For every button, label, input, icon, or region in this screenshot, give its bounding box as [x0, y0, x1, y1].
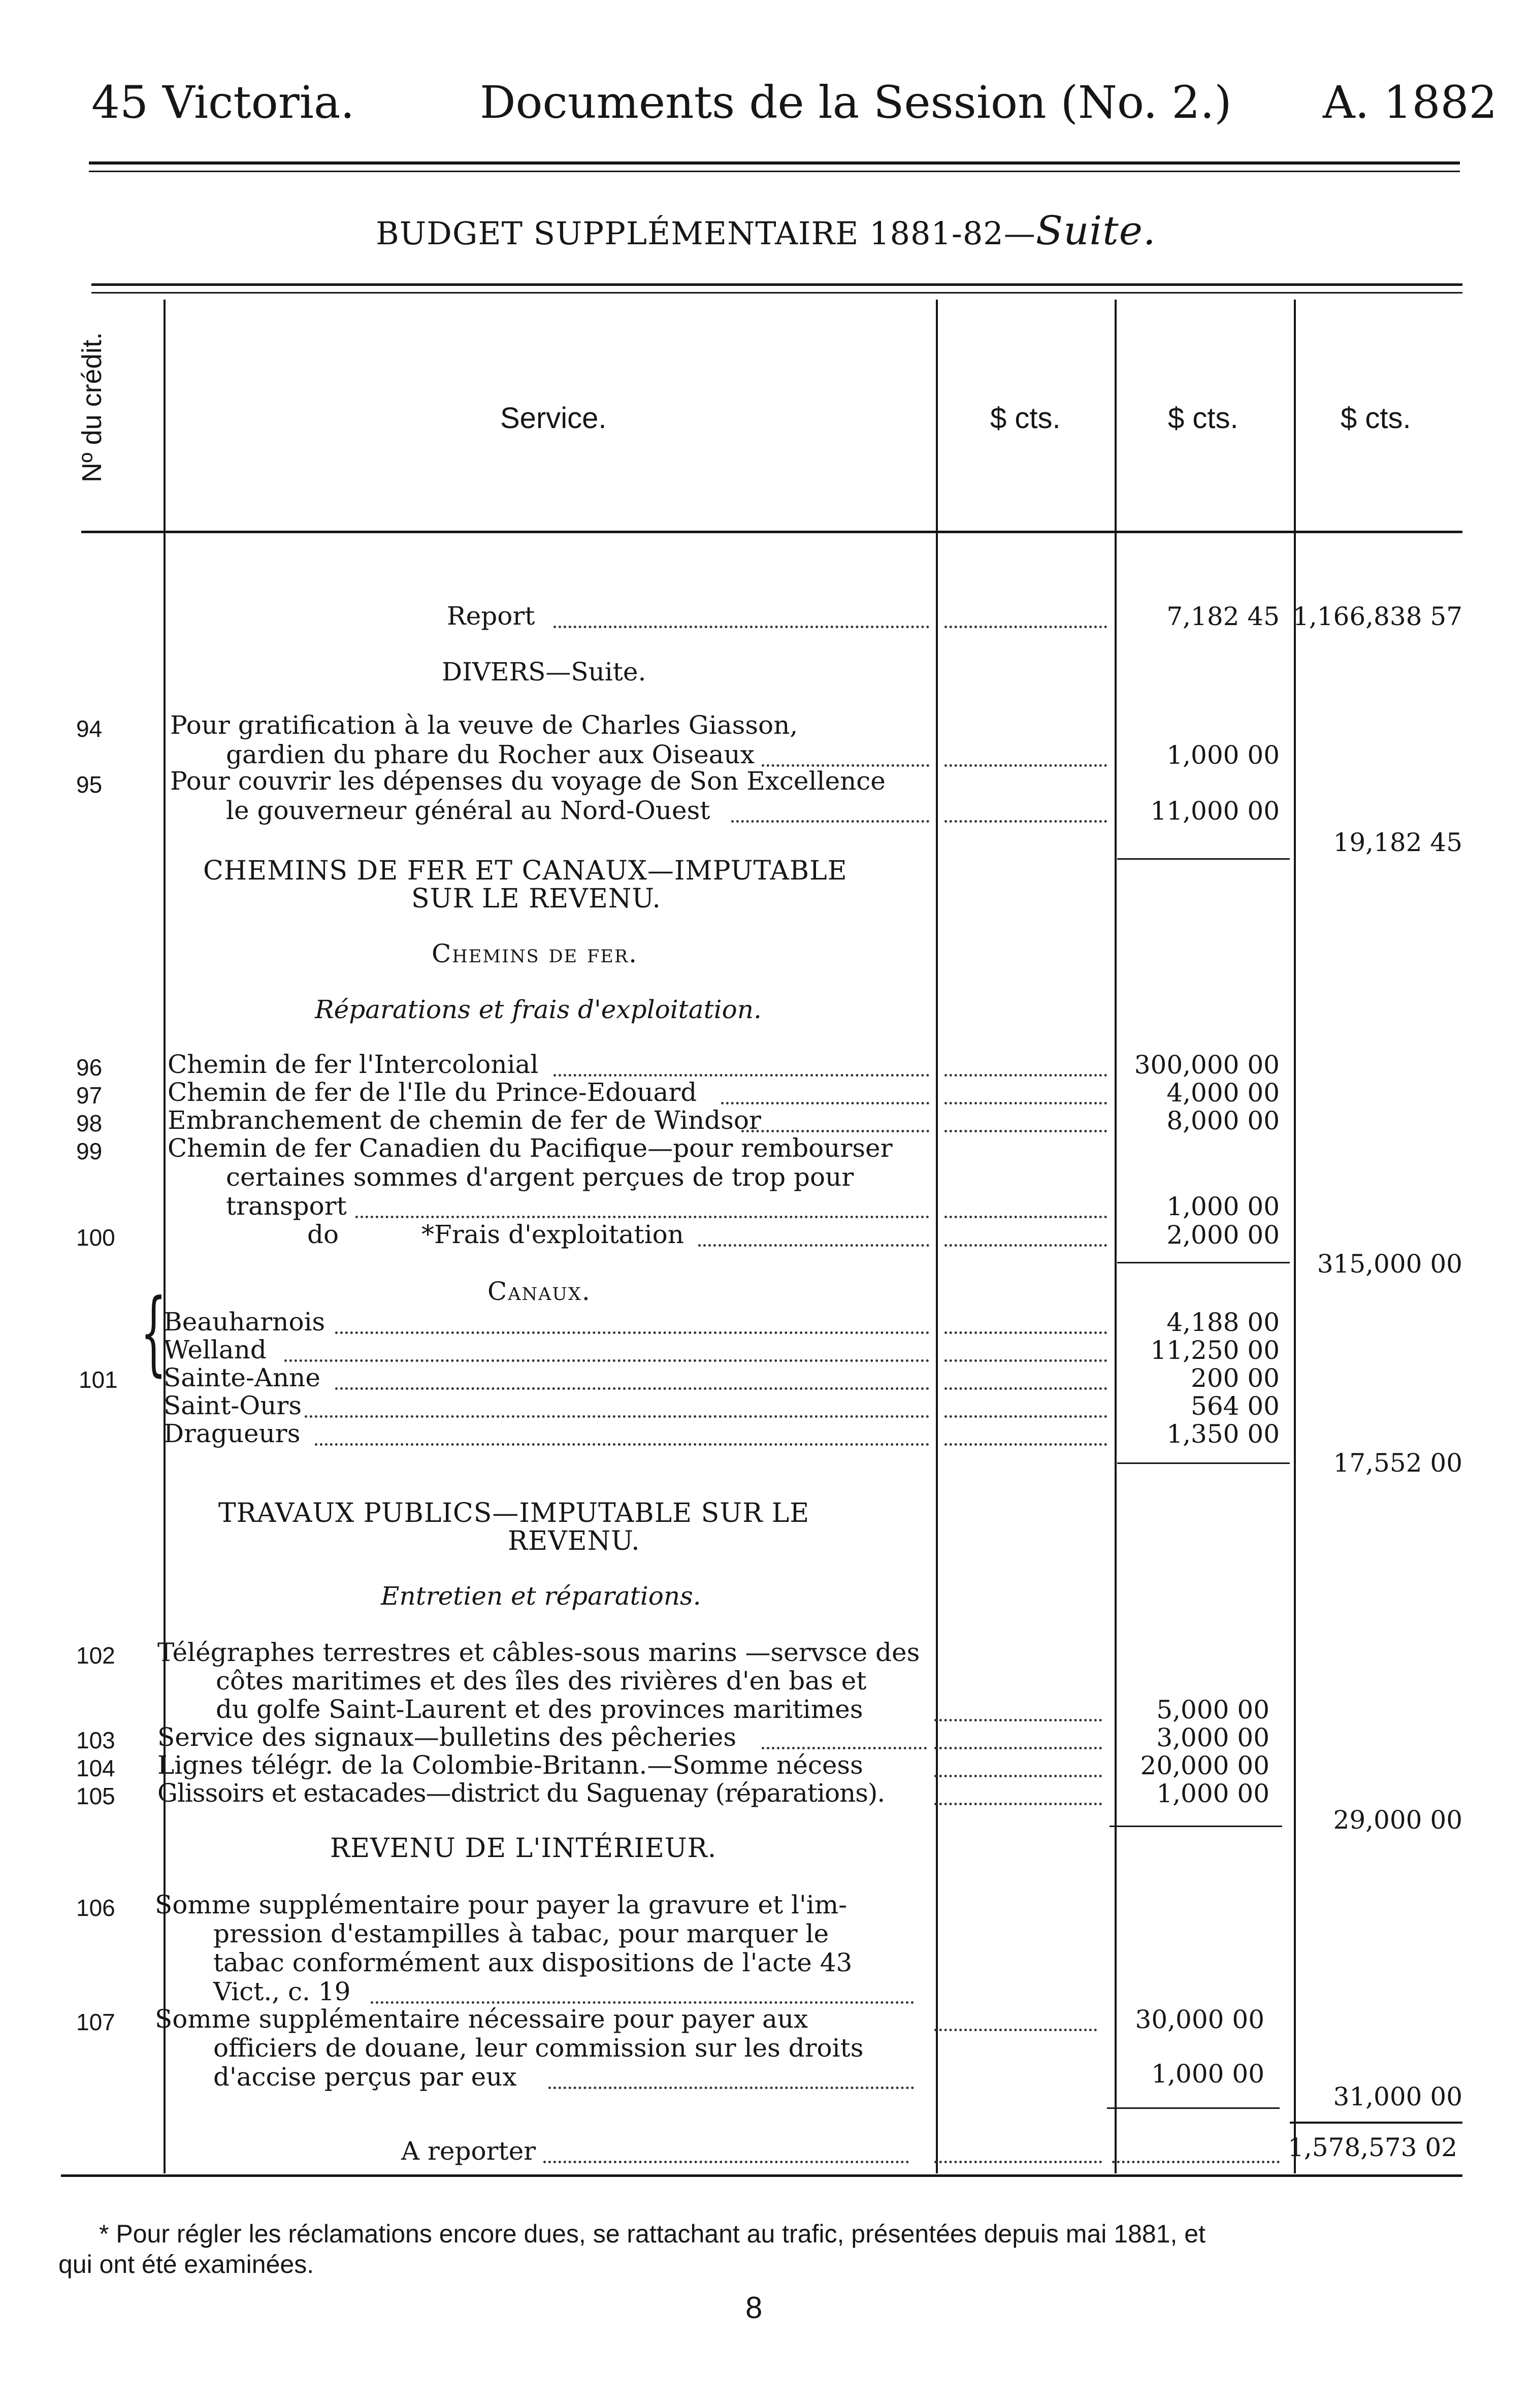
leader-dots — [315, 1443, 929, 1446]
item-107-line1: Somme supplémentaire nécessaire pour payer aux — [155, 2004, 808, 2034]
carry-forward-label: A reporter — [401, 2136, 536, 2166]
leader-dots — [934, 1775, 1102, 1777]
section-divers: DIVERS—Suite. — [442, 657, 646, 687]
canal-beauharnois-amount: 4,188 00 — [1166, 1308, 1280, 1337]
footnote-line2: qui ont été examinées. — [58, 2250, 314, 2279]
leader-dots — [762, 1747, 927, 1749]
leader-dots — [335, 1331, 929, 1334]
item-105-line1: Glissoirs et estacades—district du Saguenay (réparations). — [157, 1778, 885, 1808]
leader-dots — [944, 820, 1107, 823]
column-divider-col1 — [936, 300, 938, 2173]
grand-total-rule — [1290, 2122, 1462, 2124]
item-95-line1: Pour couvrir les dépenses du voyage de Son Excellence — [170, 766, 886, 796]
canal-saint-ours: Saint-Ours — [164, 1391, 302, 1420]
column-header-dollars-1: $ cts. — [990, 402, 1061, 435]
item-99-line1: Chemin de fer Canadien du Pacifique—pour rembourser — [168, 1133, 893, 1163]
leader-dots — [934, 2029, 1097, 2031]
item-105-col2: 1,000 00 — [1156, 1779, 1269, 1808]
credit-no-99: 99 — [76, 1138, 103, 1164]
header-document-title: Documents de la Session (No. 2.) — [480, 76, 1232, 128]
leader-dots — [741, 1130, 929, 1132]
leader-dots — [305, 1415, 929, 1418]
report-label: Report — [447, 601, 535, 631]
report-col2: 7,182 45 — [1166, 602, 1280, 631]
item-106-line2: pression d'estampilles à tabac, pour marquer le — [213, 1919, 829, 1948]
item-99-col2: 1,000 00 — [1166, 1192, 1280, 1221]
leader-dots — [944, 764, 1107, 767]
credit-no-103: 103 — [76, 1727, 115, 1753]
column-divider-col3 — [1294, 300, 1296, 2173]
credit-no-98: 98 — [76, 1110, 103, 1136]
leader-dots — [934, 1747, 1102, 1749]
leader-dots — [944, 1331, 1107, 1334]
leader-dots — [548, 2087, 914, 2089]
credit-no-96: 96 — [76, 1054, 103, 1081]
canal-saint-ours-amount: 564 00 — [1191, 1391, 1280, 1421]
item-94-col2: 1,000 00 — [1166, 740, 1280, 770]
total-chemins: 315,000 00 — [1317, 1249, 1462, 1279]
title-rule-thick — [91, 283, 1462, 286]
item-97-line1: Chemin de fer de l'Ile du Prince-Edouard — [168, 1078, 697, 1107]
item-107-line3: d'accise perçus par eux — [213, 2062, 517, 2092]
subsection-entretien: Entretien et réparations. — [381, 1581, 701, 1611]
item-106-line4: Vict., c. 19 — [213, 1977, 351, 2006]
item-102-col2: 5,000 00 — [1156, 1695, 1269, 1724]
column-header-rule — [81, 531, 1462, 533]
subtotal-rule — [1117, 1462, 1290, 1464]
item-100-line1: *Frais d'exploitation — [421, 1220, 684, 1249]
item-104-col2: 20,000 00 — [1140, 1751, 1269, 1780]
leader-dots — [721, 1102, 929, 1104]
subtotal-rule — [1117, 1262, 1290, 1263]
title-rule-thin — [91, 292, 1462, 294]
report-col3: 1,166,838 57 — [1293, 602, 1462, 631]
header-year: A. 1882 — [1323, 76, 1497, 128]
item-96-col2: 300,000 00 — [1134, 1050, 1280, 1080]
total-canaux: 17,552 00 — [1333, 1448, 1462, 1478]
subsection-reparations: Réparations et frais d'exploitation. — [315, 995, 762, 1024]
leader-dots — [731, 820, 929, 823]
leader-dots — [944, 1387, 1107, 1390]
item-102-line1: Télégraphes terrestres et câbles-sous marins —servsce des — [157, 1638, 920, 1667]
column-header-dollars-2: $ cts. — [1168, 402, 1238, 435]
section-revenu-interieur: REVENU DE L'INTÉRIEUR. — [330, 1833, 717, 1864]
leader-dots — [944, 1216, 1107, 1218]
credit-no-101: 101 — [79, 1366, 118, 1393]
leader-dots — [371, 2001, 914, 2004]
leader-dots — [553, 626, 929, 628]
item-95-line2: le gouverneur général au Nord-Ouest — [226, 796, 710, 825]
total-divers: 19,182 45 — [1333, 828, 1462, 857]
table-bottom-rule — [61, 2174, 1462, 2177]
item-106-line1: Somme supplémentaire pour payer la gravure et l'im- — [155, 1890, 848, 1919]
item-102-line3: du golfe Saint-Laurent et des provinces maritimes — [216, 1695, 863, 1724]
credit-no-102: 102 — [76, 1642, 115, 1669]
leader-dots — [934, 1719, 1102, 1721]
item-94-line2: gardien du phare du Rocher aux Oiseaux — [226, 740, 755, 769]
item-99-line3: transport — [226, 1191, 347, 1221]
total-revenu: 31,000 00 — [1333, 2082, 1462, 2111]
leader-dots — [284, 1359, 929, 1362]
item-100-col2: 2,000 00 — [1166, 1220, 1280, 1250]
item-95-col2: 11,000 00 — [1150, 796, 1280, 826]
section-chemins-canaux: CHEMINS DE FER ET CANAUX—IMPUTABLE — [203, 856, 848, 886]
canal-welland-amount: 11,250 00 — [1150, 1336, 1280, 1365]
grouping-brace: { — [140, 1280, 167, 1386]
leader-dots — [944, 1443, 1107, 1446]
leader-dots — [944, 1130, 1107, 1132]
canal-dragueurs: Dragueurs — [164, 1419, 301, 1448]
item-98-col2: 8,000 00 — [1166, 1106, 1280, 1135]
leader-dots — [944, 626, 1107, 628]
leader-dots — [698, 1244, 929, 1247]
leader-dots — [543, 2161, 909, 2163]
page-number: 8 — [745, 2291, 763, 2325]
subsection-chemins-de-fer: Chemins de fer. — [432, 939, 638, 968]
leader-dots — [335, 1387, 929, 1390]
canal-sainte-anne: Sainte-Anne — [164, 1363, 320, 1392]
credit-no-97: 97 — [76, 1082, 103, 1109]
leader-dots — [944, 1359, 1107, 1362]
canal-beauharnois: Beauharnois — [164, 1307, 325, 1337]
canal-sainte-anne-amount: 200 00 — [1191, 1363, 1280, 1393]
leader-dots — [934, 2161, 1102, 2163]
column-divider-col2 — [1115, 300, 1117, 2173]
leader-dots — [553, 1074, 929, 1077]
leader-dots — [355, 1216, 929, 1218]
item-107-col2-b: 1,000 00 — [1151, 2059, 1264, 2089]
credit-no-94: 94 — [76, 715, 103, 742]
section-chemins-canaux-sub: SUR LE REVENU. — [411, 884, 661, 914]
item-107-col2-a: 30,000 00 — [1135, 2005, 1264, 2034]
item-103-col2: 3,000 00 — [1156, 1723, 1269, 1752]
column-header-credit-number: Nº du crédit. — [77, 332, 107, 482]
item-94-line1: Pour gratification à la veuve de Charles Giasson, — [170, 710, 798, 740]
section-travaux-publics-sub: REVENU. — [508, 1526, 640, 1556]
subtotal-rule — [1107, 2107, 1280, 2109]
header-rule-thin — [89, 171, 1460, 172]
credit-no-95: 95 — [76, 771, 103, 798]
canal-dragueurs-amount: 1,350 00 — [1166, 1419, 1280, 1449]
page-title: BUDGET SUPPLÉMENTAIRE 1881-82—Suite. — [376, 208, 1156, 254]
leader-dots — [944, 1074, 1107, 1077]
leader-dots — [934, 1803, 1102, 1805]
leader-dots — [944, 1415, 1107, 1418]
item-97-col2: 4,000 00 — [1166, 1078, 1280, 1108]
carry-forward-total: 1,578,573 02 — [1288, 2133, 1457, 2162]
item-98-line1: Embranchement de chemin de fer de Windsor — [168, 1105, 761, 1135]
subtotal-rule — [1110, 1826, 1282, 1827]
section-travaux-publics: TRAVAUX PUBLICS—IMPUTABLE SUR LE — [218, 1498, 810, 1528]
header-rule-thick — [89, 161, 1460, 165]
leader-dots — [944, 1102, 1107, 1104]
item-102-line2: côtes maritimes et des îles des rivières d'en bas et — [216, 1666, 867, 1696]
column-header-dollars-3: $ cts. — [1341, 402, 1411, 435]
leader-dots — [1112, 2161, 1280, 2163]
header-session-year: 45 Victoria. — [91, 76, 355, 128]
item-104-line1: Lignes télégr. de la Colombie-Britann.—Somme nécess — [157, 1750, 863, 1780]
subsection-canaux: Canaux. — [487, 1277, 591, 1306]
column-header-service: Service. — [500, 402, 607, 435]
credit-no-105: 105 — [76, 1783, 115, 1809]
item-99-line2: certaines sommes d'argent perçues de trop pour — [226, 1162, 854, 1192]
canal-welland: Welland — [164, 1335, 267, 1364]
item-103-line1: Service des signaux—bulletins des pêcheries — [157, 1722, 736, 1752]
item-106-line3: tabac conformément aux dispositions de l'acte 43 — [213, 1948, 853, 1977]
credit-no-100: 100 — [76, 1224, 115, 1251]
credit-no-104: 104 — [76, 1755, 115, 1781]
leader-dots — [944, 1244, 1107, 1247]
subtotal-rule — [1117, 858, 1290, 860]
credit-no-107: 107 — [76, 2009, 115, 2035]
item-100-ditto: do — [307, 1220, 339, 1249]
item-107-line2: officiers de douane, leur commission sur les droits — [213, 2033, 864, 2063]
total-travaux: 29,000 00 — [1333, 1805, 1462, 1835]
item-96-line1: Chemin de fer l'Intercolonial — [168, 1050, 539, 1079]
footnote-line1: * Pour régler les réclamations encore dues, se rattachant au trafic, présentées depuis mai 1881, et — [99, 2220, 1205, 2248]
credit-no-106: 106 — [76, 1895, 115, 1921]
